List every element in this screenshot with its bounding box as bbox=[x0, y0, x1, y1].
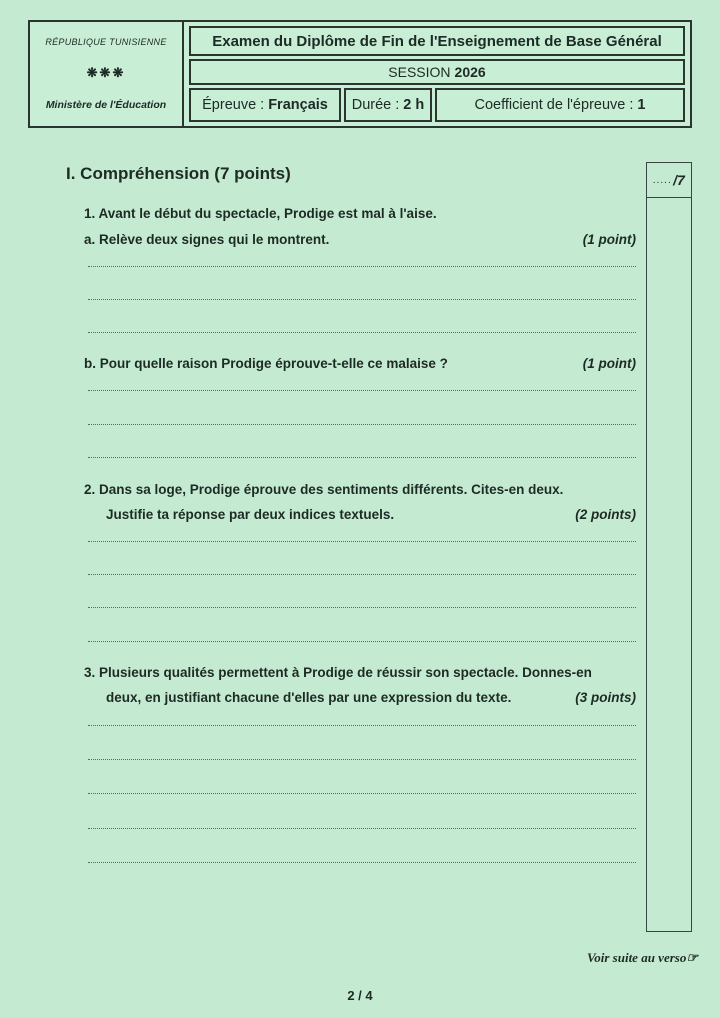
question-1a-points: (1 point) bbox=[582, 232, 636, 247]
question-1: 1. Avant le début du spectacle, Prodige est mal à l'aise. bbox=[84, 206, 437, 221]
answer-line[interactable] bbox=[88, 862, 636, 863]
question-2-line-1: 2. Dans sa loge, Prodige éprouve des sentiments différents. Cites-en deux. bbox=[84, 482, 564, 497]
question-1a: a. Relève deux signes qui le montrent. bbox=[84, 232, 330, 247]
republic-label: RÉPUBLIQUE TUNISIENNE bbox=[45, 37, 167, 47]
exam-info-row bbox=[189, 88, 685, 122]
duree-label: Durée : bbox=[351, 97, 400, 113]
answer-line[interactable] bbox=[88, 266, 636, 267]
session-year: 2026 bbox=[454, 64, 486, 80]
question-1b: b. Pour quelle raison Prodige éprouve-t-elle ce malaise ? bbox=[84, 356, 448, 371]
score-dots: ..... bbox=[653, 174, 673, 186]
exam-header bbox=[28, 20, 692, 128]
coefficient-value: 1 bbox=[637, 97, 646, 113]
epreuve-label: Épreuve : bbox=[202, 97, 265, 113]
header-right-panel bbox=[184, 22, 690, 126]
duree-value: 2 h bbox=[403, 97, 425, 113]
session-box bbox=[189, 59, 685, 85]
answer-line[interactable] bbox=[88, 725, 636, 726]
score-cell bbox=[647, 163, 691, 198]
score-column bbox=[646, 162, 692, 932]
question-3-line-1: 3. Plusieurs qualités permettent à Prodige de réussir son spectacle. Donnes-en bbox=[84, 665, 592, 680]
epreuve-box bbox=[189, 88, 341, 122]
answer-line[interactable] bbox=[88, 574, 636, 575]
question-2-line-2: Justifie ta réponse par deux indices textuels. bbox=[106, 507, 395, 522]
question-3-points: (3 points) bbox=[575, 690, 636, 705]
answer-line[interactable] bbox=[88, 793, 636, 794]
answer-line[interactable] bbox=[88, 332, 636, 333]
exam-title: Examen du Diplôme de Fin de l'Enseignement de Base Général bbox=[189, 26, 685, 56]
question-3-line-2: deux, en justifiant chacune d'elles par une expression du texte. bbox=[106, 690, 512, 705]
header-left-panel bbox=[30, 22, 184, 126]
session-label: SESSION bbox=[388, 64, 451, 80]
epreuve-value: Français bbox=[268, 97, 328, 113]
ministry-label: Ministère de l'Éducation bbox=[45, 99, 167, 111]
answer-line[interactable] bbox=[88, 424, 636, 425]
answer-line[interactable] bbox=[88, 828, 636, 829]
answer-line[interactable] bbox=[88, 541, 636, 542]
answer-line[interactable] bbox=[88, 759, 636, 760]
question-2-points: (2 points) bbox=[575, 507, 636, 522]
answer-line[interactable] bbox=[88, 299, 636, 300]
page-number: 2 / 4 bbox=[347, 988, 373, 1003]
see-verso-note: Voir suite au verso☞ bbox=[587, 950, 698, 965]
stars-ornament: ❋❋❋ bbox=[86, 65, 126, 80]
score-total: /7 bbox=[673, 172, 685, 188]
answer-line[interactable] bbox=[88, 457, 636, 458]
coefficient-box bbox=[435, 88, 685, 122]
question-1b-points: (1 point) bbox=[582, 356, 636, 371]
section-title: I. Compréhension (7 points) bbox=[66, 164, 291, 183]
answer-line[interactable] bbox=[88, 390, 636, 391]
duree-box bbox=[344, 88, 432, 122]
coefficient-label: Coefficient de l'épreuve : bbox=[474, 97, 634, 113]
answer-line[interactable] bbox=[88, 607, 636, 608]
answer-line[interactable] bbox=[88, 641, 636, 642]
